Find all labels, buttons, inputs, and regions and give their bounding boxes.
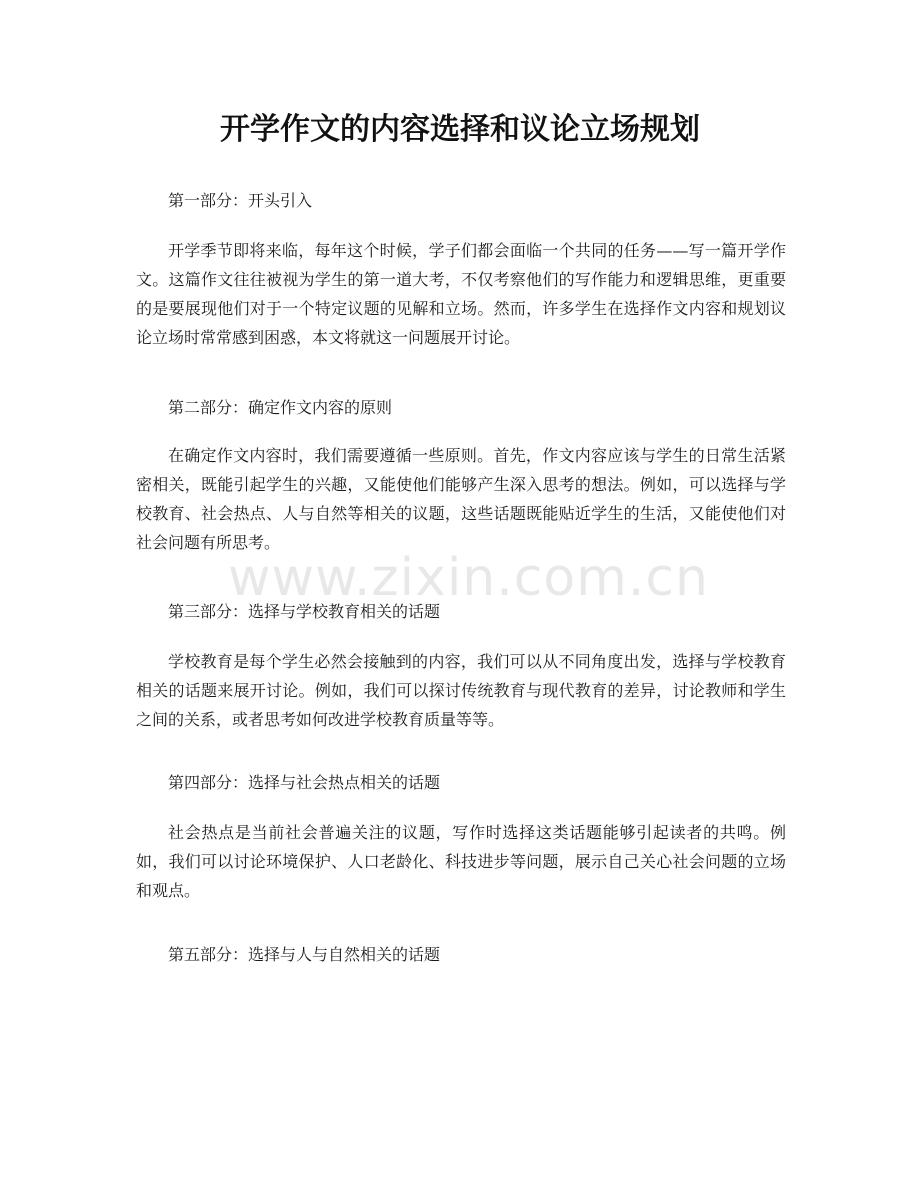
section-5-heading: 第五部分：选择与人与自然相关的话题: [168, 945, 441, 964]
section-1-heading: 第一部分：开头引入: [168, 191, 313, 210]
section-3-heading: 第三部分：选择与学校教育相关的话题: [168, 602, 441, 621]
section-4-heading: 第四部分：选择与社会热点相关的话题: [168, 773, 441, 792]
section-2-heading: 第二部分：确定作文内容的原则: [168, 398, 393, 417]
section-3-paragraph: 学校教育是每个学生必然会接触到的内容，我们可以从不同角度出发，选择与学校教育相关的话题来展开讨论。例如，我们可以探讨传统教育与现代教育的差异，讨论教师和学生之间的关系，或者思考如何改进学校教育质量等等。: [136, 652, 786, 729]
watermark: www.zixin.com.cn: [228, 548, 709, 608]
section-2-paragraph: 在确定作文内容时，我们需要遵循一些原则。首先，作文内容应该与学生的日常生活紧密相关，既能引起学生的兴趣，又能使他们能够产生深入思考的想法。例如，可以选择与学校教育、社会热点、人与自然等相关的议题，这些话题既能贴近学生的生活，又能使他们对社会问题有所思考。: [136, 446, 786, 552]
section-1-paragraph: 开学季节即将来临，每年这个时候，学子们都会面临一个共同的任务——写一篇开学作文。这篇作文往往被视为学生的第一道大考，不仅考察他们的写作能力和逻辑思维，更重要的是要展现他们对于一个特定议题的见解和立场。然而，许多学生在选择作文内容和规划议论立场时常常感到困惑，本文将就这一问题展开讨论。: [136, 241, 786, 347]
section-4-paragraph: 社会热点是当前社会普遍关注的议题，写作时选择这类话题能够引起读者的共鸣。例如，我们可以讨论环境保护、人口老龄化、科技进步等问题，展示自己关心社会问题的立场和观点。: [136, 823, 786, 900]
document-title: 开学作文的内容选择和议论立场规划: [220, 112, 700, 147]
